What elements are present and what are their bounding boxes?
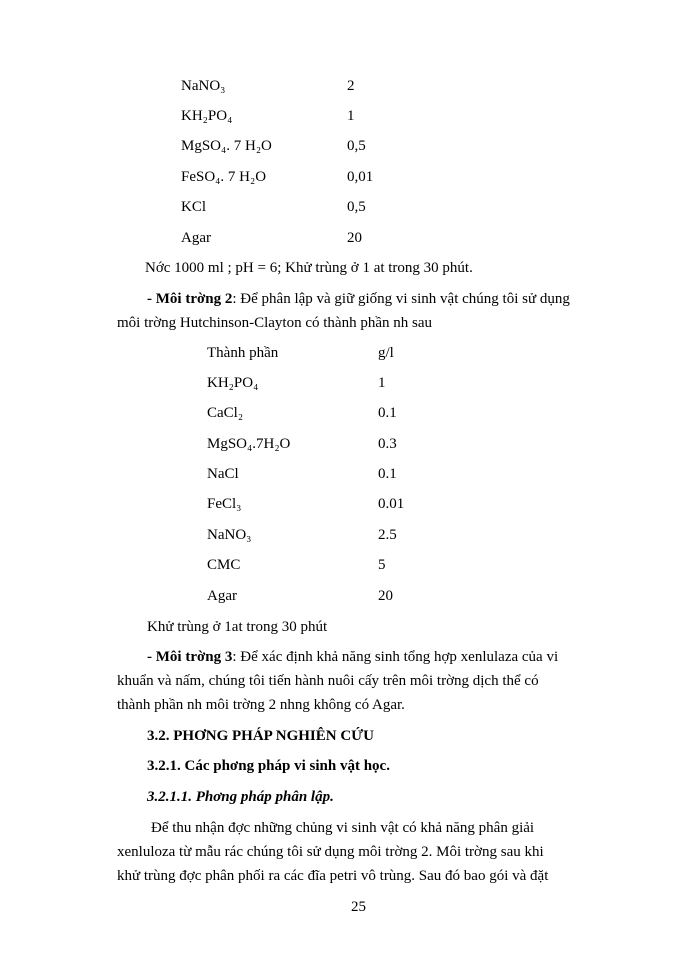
table-row-value: 0.01: [378, 496, 405, 512]
table-row-value: 2.5: [378, 527, 397, 543]
body-line-1: Để thu nhận đợc những chủng vi sinh vật có khả năng phân giải: [151, 820, 535, 836]
sterilization-note-2: Khử trùng ở 1at trong 30 phút: [147, 619, 328, 635]
medium-3-line-3: thành phần nh môi trờng 2 nhng không có Agar.: [117, 697, 405, 713]
table-row-value: 5: [378, 557, 386, 573]
table-row-value: 2: [347, 78, 355, 94]
subsubsection-heading: 3.2.1.1. Phơng pháp phân lập.: [147, 789, 334, 805]
table-row-name: Agar: [207, 588, 237, 604]
medium-2-label: - Môi trờng 2: [147, 291, 233, 307]
table-row-value: 0,5: [347, 199, 366, 215]
table-row-value: 20: [378, 588, 393, 604]
table-row-name: MgSO₄. 7 H₂O: [181, 138, 272, 154]
table-row-name: KH₂PO₄: [181, 108, 233, 124]
table-row-name: FeSO₄. 7 H₂O: [181, 169, 267, 185]
medium-2-line-2: môi trờng Hutchinson-Clayton có thành phần nh sau: [117, 315, 432, 331]
medium-3-line-1: [147, 649, 558, 666]
table-row-name: CMC: [207, 557, 241, 573]
body-line-2: xenluloza từ mẫu rác chúng tôi sử dụng môi trờng 2. Môi trờng sau khi: [117, 844, 544, 860]
table-row-value: 0.3: [378, 436, 397, 452]
table-row-name: KH₂PO₄: [207, 375, 259, 391]
table-row-value: 1: [378, 375, 386, 391]
page-number: 25: [351, 899, 366, 915]
table-row-name: CaCl₂: [207, 405, 244, 421]
medium-3-line-2: khuẩn và nấm, chúng tôi tiến hành nuôi cấy trên môi trờng dịch thể có: [117, 673, 539, 689]
body-line-3: khử trùng đợc phân phối ra các đĩa petri vô trùng. Sau đó bao gói và đặt: [117, 868, 549, 884]
table-row-name: KCl: [181, 199, 207, 215]
table-row-value: 0,01: [347, 169, 374, 185]
medium-2-line-1-text: : Để phân lập và giữ giống vi sinh vật chúng tôi sử dụng: [232, 291, 570, 307]
table-header-value: g/l: [378, 345, 394, 361]
subsection-heading: 3.2.1. Các phơng pháp vi sinh vật học.: [147, 758, 390, 774]
section-heading: 3.2. PHƠNG PHÁP NGHIÊN CỨU: [147, 728, 374, 744]
medium-3-line-1-text: : Để xác định khả năng sinh tổng hợp xenlulaza của vi: [232, 649, 559, 665]
table-row-value: 1: [347, 108, 355, 124]
medium-3-label: - Môi trờng 3: [147, 649, 233, 665]
table-row-value: 0.1: [378, 405, 397, 421]
table-row-name: MgSO₄.7H₂O: [207, 436, 291, 452]
table-row-name: FeCl₃: [207, 496, 242, 512]
table-row-value: 20: [347, 230, 362, 246]
table-row-name: NaNO₃: [207, 527, 252, 543]
table-row-name: Agar: [181, 230, 211, 246]
medium-2-line-1: [147, 291, 570, 308]
table-row-value: 0.1: [378, 466, 397, 482]
table-row-name: NaCl: [207, 466, 239, 482]
table-header-name: Thành phần: [207, 345, 279, 361]
sterilization-note-1: Nớc 1000 ml ; pH = 6; Khử trùng ở 1 at trong 30 phút.: [145, 260, 473, 276]
table-row-name: NaNO₃: [181, 78, 226, 94]
table-row-value: 0,5: [347, 138, 366, 154]
